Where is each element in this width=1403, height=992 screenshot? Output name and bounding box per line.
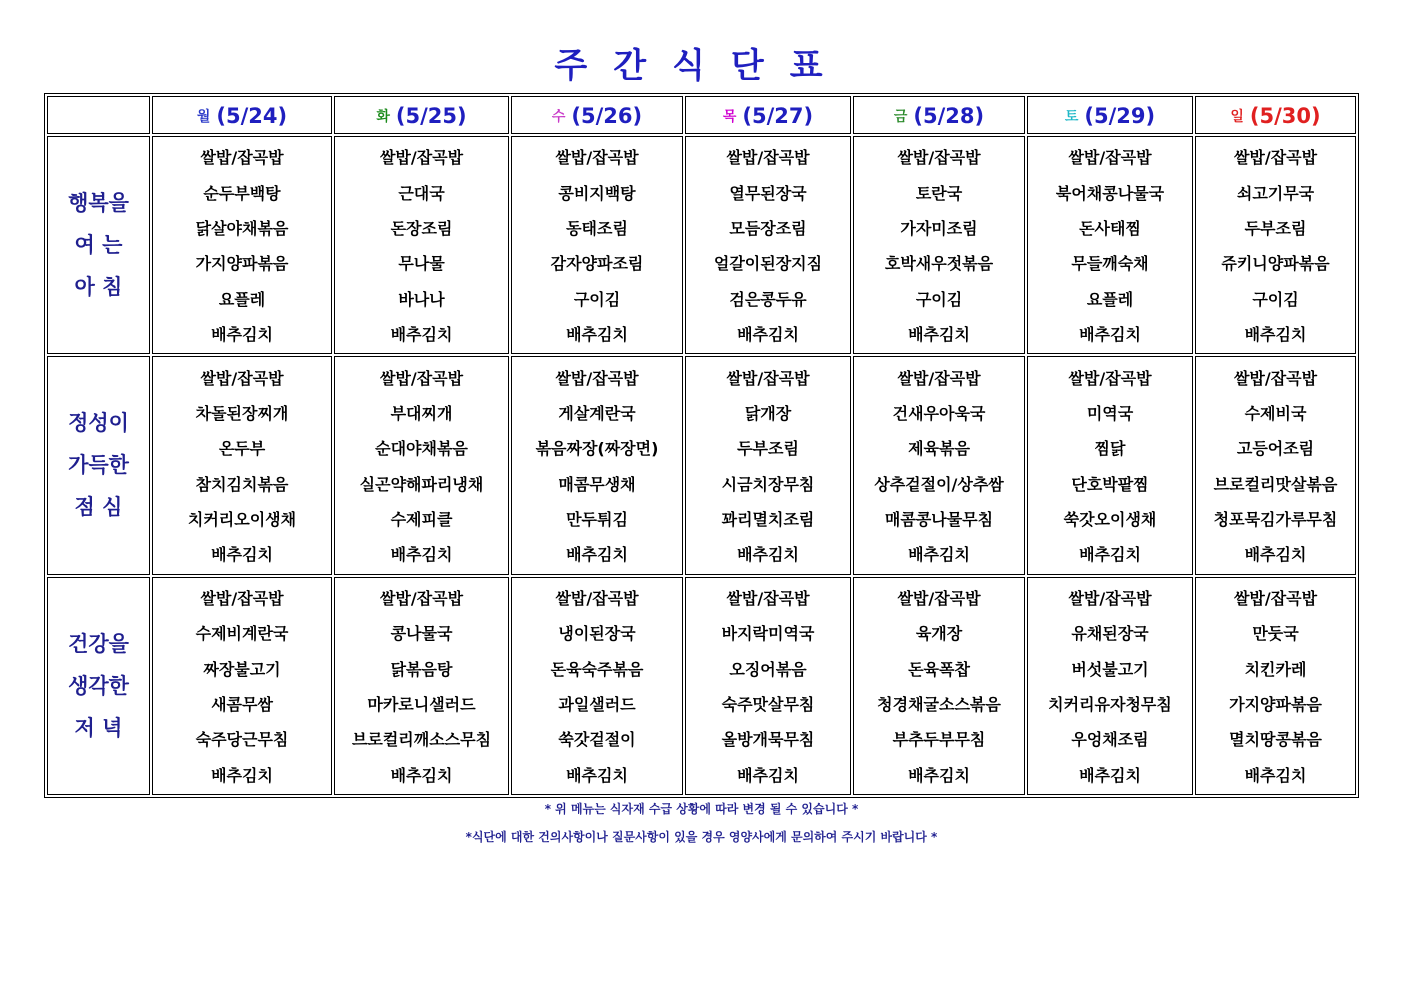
menu-item: 돈사태찜 [1079,218,1141,238]
menu-cell [152,136,332,354]
menu-item: 쌀밥/잡곡밥 [1068,368,1152,388]
menu-item: 온두부 [218,439,266,459]
menu-item: 순두부백탕 [203,183,281,203]
day-date: (5/29) [1084,103,1156,128]
menu-item: 부추두부무침 [892,730,986,750]
meal-label-dinner [47,577,150,795]
meal-label-breakfast [47,136,150,354]
menu-item: 쌀밥/잡곡밥 [897,588,981,608]
menu-item: 모듬장조림 [729,218,807,238]
day-icon: 월 [196,108,211,125]
day-icon: 목 [722,108,737,125]
menu-item: 쌀밥/잡곡밥 [555,588,639,608]
menu-item: 볶음짜장(짜장면) [535,439,659,459]
day-date: (5/28) [913,103,985,128]
menu-item: 수제비국 [1244,403,1307,423]
menu-item: 두부조림 [1244,218,1307,238]
menu-item: 닭개장 [744,403,792,423]
weekly-menu-table [44,93,1359,798]
menu-item: 쌀밥/잡곡밥 [200,368,284,388]
menu-item: 쌀밥/잡곡밥 [379,368,464,388]
day-icon: 화 [376,108,390,125]
day-header-row [47,96,1356,134]
menu-cell [334,136,509,354]
menu-item: 게살계란국 [558,403,636,423]
menu-cell [685,136,851,354]
menu-item: 꽈리멸치조림 [721,510,815,530]
menu-item: 쇠고기무국 [1236,183,1315,203]
menu-item: 쌀밥/잡곡밥 [555,148,639,168]
menu-item: 쌀밥/잡곡밥 [1068,148,1152,168]
menu-cell [685,577,851,795]
menu-item: 배추김치 [211,545,273,565]
day-header-sat [1027,96,1193,134]
menu-item: 돈육폭찹 [908,659,970,679]
day-header-wed [511,96,683,134]
menu-item: 바지락미역국 [721,624,815,644]
menu-item: 과일샐러드 [558,695,636,715]
notice-inquiry: *식단에 대한 건의사항이나 질문사항이 있을 경우 영양사에게 문의하여 주시기 바랍니다 * [465,830,938,844]
menu-item: 요플레 [218,289,266,309]
menu-item: 마카로니샐러드 [367,695,476,715]
menu-item: 배추김치 [566,765,628,785]
menu-item: 쌀밥/잡곡밥 [200,588,284,608]
menu-item: 배추김치 [566,325,628,345]
menu-item: 배추김치 [1244,325,1307,345]
meal-label-line: 정성이 [68,411,129,436]
menu-cell [685,356,851,574]
menu-item: 배추김치 [1079,765,1141,785]
menu-item: 버섯불고기 [1071,659,1149,679]
menu-item: 오징어볶음 [729,659,807,679]
menu-cell [853,136,1025,354]
menu-item: 청경채굴소스볶음 [877,695,1001,715]
meal-label-line: 저 녁 [74,715,123,740]
menu-item: 쌀밥/잡곡밥 [379,148,464,168]
meal-label-line: 여 는 [74,233,123,258]
menu-item: 배추김치 [1079,545,1141,565]
menu-cell [511,356,683,574]
menu-item: 브로컬리맛살볶음 [1213,474,1338,494]
menu-item: 배추김치 [908,765,970,785]
notice-change: * 위 메뉴는 식자재 수급 상황에 따라 변경 될 수 있습니다 * [544,802,859,816]
menu-item: 쥬키니양파볶음 [1221,254,1330,274]
corner-cell [47,96,150,134]
menu-cell [334,356,509,574]
menu-item: 가자미조림 [900,218,978,238]
menu-cell [511,136,683,354]
menu-item: 얼갈이된장지짐 [713,254,823,274]
menu-cell [853,577,1025,795]
day-header-sun [1195,96,1356,134]
menu-item: 쌀밥/잡곡밥 [379,588,464,608]
menu-cell [1027,356,1193,574]
menu-item: 쑥갓겉절이 [558,730,636,750]
menu-item: 고등어조림 [1236,439,1315,459]
menu-item: 배추김치 [1244,545,1307,565]
menu-item: 짜장불고기 [203,659,281,679]
meal-label-line: 행복을 [68,191,129,216]
menu-item: 청포묵김가루무침 [1213,510,1338,530]
menu-item: 수제피클 [390,510,453,530]
menu-item: 참치김치볶음 [195,474,289,494]
menu-item: 요플레 [1086,289,1134,309]
menu-item: 열무된장국 [729,183,807,203]
menu-item: 닭볶음탕 [390,659,453,679]
menu-item: 배추김치 [737,545,799,565]
day-header-mon [152,96,332,134]
menu-item: 제육볶음 [908,439,970,459]
meal-row-dinner [47,577,1356,795]
menu-item: 두부조림 [737,439,799,459]
menu-item: 쌀밥/잡곡밥 [555,368,639,388]
menu-item: 배추김치 [737,325,799,345]
day-header-tue [334,96,509,134]
menu-item: 콩나물국 [390,624,453,644]
menu-item: 냉이된장국 [558,624,636,644]
meal-label-lunch [47,356,150,574]
menu-item: 근대국 [398,183,445,203]
day-date: (5/27) [742,103,814,128]
menu-item: 유채된장국 [1071,624,1149,644]
menu-item: 무나물 [398,254,445,274]
menu-item: 배추김치 [390,765,453,785]
menu-item: 브로컬리깨소스무침 [351,730,492,750]
menu-item: 만둣국 [1252,624,1299,644]
menu-item: 구이김 [573,289,621,309]
day-date: (5/24) [216,103,288,128]
menu-cell [1195,577,1356,795]
meal-label-line: 가득한 [68,453,129,478]
menu-item: 돈육숙주볶음 [550,659,644,679]
day-icon: 수 [551,108,566,125]
menu-item: 치킨카레 [1244,659,1307,679]
menu-item: 만두튀김 [566,510,628,530]
menu-item: 콩비지백탕 [558,183,636,203]
menu-item: 바나나 [398,289,445,309]
menu-item: 숙주맛살무침 [721,695,815,715]
menu-item: 호박새우젓볶음 [884,254,994,274]
menu-cell [1195,136,1356,354]
menu-item: 쌀밥/잡곡밥 [1233,148,1318,168]
menu-item: 올방개묵무침 [721,730,815,750]
menu-item: 수제비계란국 [195,624,289,644]
menu-item: 배추김치 [908,325,970,345]
menu-cell [511,577,683,795]
menu-item: 건새우아욱국 [892,403,986,423]
menu-item: 매콤콩나물무침 [884,510,994,530]
menu-cell [152,577,332,795]
menu-cell [1027,136,1193,354]
menu-item: 동태조림 [566,218,628,238]
menu-item: 북어채콩나물국 [1055,183,1165,203]
menu-cell [152,356,332,574]
day-icon: 토 [1064,108,1079,125]
menu-item: 가지양파볶음 [195,254,289,274]
meal-label-line: 생각한 [68,673,129,698]
menu-item: 가지양파볶음 [1229,695,1322,715]
menu-item: 배추김치 [566,545,628,565]
menu-item: 쌀밥/잡곡밥 [726,588,810,608]
menu-item: 치커리오이생채 [187,510,297,530]
menu-item: 순대야채볶음 [375,439,468,459]
menu-item: 치커리유자청무침 [1048,695,1172,715]
menu-item: 쌀밥/잡곡밥 [1233,368,1318,388]
menu-item: 부대찌개 [390,403,453,423]
menu-item: 쌀밥/잡곡밥 [1233,588,1318,608]
day-header-thu [685,96,851,134]
menu-item: 쌀밥/잡곡밥 [200,148,284,168]
menu-item: 감자양파조림 [550,254,644,274]
menu-cell [334,577,509,795]
menu-item: 배추김치 [908,545,970,565]
menu-item: 숙주당근무침 [195,730,289,750]
menu-item: 쌀밥/잡곡밥 [726,368,810,388]
menu-item: 배추김치 [1244,765,1307,785]
day-header-fri [853,96,1025,134]
day-date: (5/30) [1249,103,1321,128]
menu-item: 쑥갓오이생채 [1063,510,1157,530]
menu-item: 배추김치 [211,325,273,345]
menu-item: 배추김치 [390,545,453,565]
day-icon: 일 [1230,108,1244,125]
meal-label-line: 건강을 [68,631,129,656]
day-date: (5/26) [571,103,643,128]
menu-item: 배추김치 [211,765,273,785]
menu-item: 배추김치 [1079,325,1141,345]
menu-item: 쌀밥/잡곡밥 [726,148,810,168]
menu-item: 우엉채조림 [1071,730,1149,750]
menu-item: 돈장조림 [390,218,453,238]
menu-item: 토란국 [915,183,963,203]
menu-cell [1195,356,1356,574]
meal-row-lunch [47,356,1356,574]
menu-item: 배추김치 [737,765,799,785]
menu-item: 쌀밥/잡곡밥 [897,148,981,168]
menu-item: 매콤무생채 [558,474,636,494]
menu-item: 미역국 [1086,403,1134,423]
menu-item: 배추김치 [390,325,453,345]
menu-item: 실곤약해파리냉채 [359,474,484,494]
menu-item: 찜닭 [1094,439,1126,459]
menu-item: 닭살야채볶음 [195,218,289,238]
page-title: 주간식단표 [554,46,849,86]
day-icon: 금 [893,108,908,125]
meal-label-line: 점 심 [74,495,123,520]
menu-item: 쌀밥/잡곡밥 [897,368,981,388]
day-date: (5/25) [395,103,467,128]
menu-item: 검은콩두유 [729,289,807,309]
menu-item: 멸치땅콩볶음 [1229,730,1322,750]
meal-label-line: 아 침 [74,275,123,300]
menu-item: 시금치장무침 [721,474,815,494]
menu-item: 육개장 [915,624,963,644]
menu-item: 새콤무쌈 [211,695,273,715]
menu-item: 단호박팥찜 [1071,474,1149,494]
meal-row-breakfast [47,136,1356,354]
menu-item: 구이김 [1252,289,1299,309]
menu-item: 상추겉절이/상추쌈 [874,474,1004,494]
menu-item: 무들깨숙채 [1071,254,1149,274]
menu-cell [853,356,1025,574]
menu-item: 쌀밥/잡곡밥 [1068,588,1152,608]
menu-cell [1027,577,1193,795]
menu-item: 차돌된장찌개 [195,403,289,423]
menu-item: 구이김 [915,289,963,309]
